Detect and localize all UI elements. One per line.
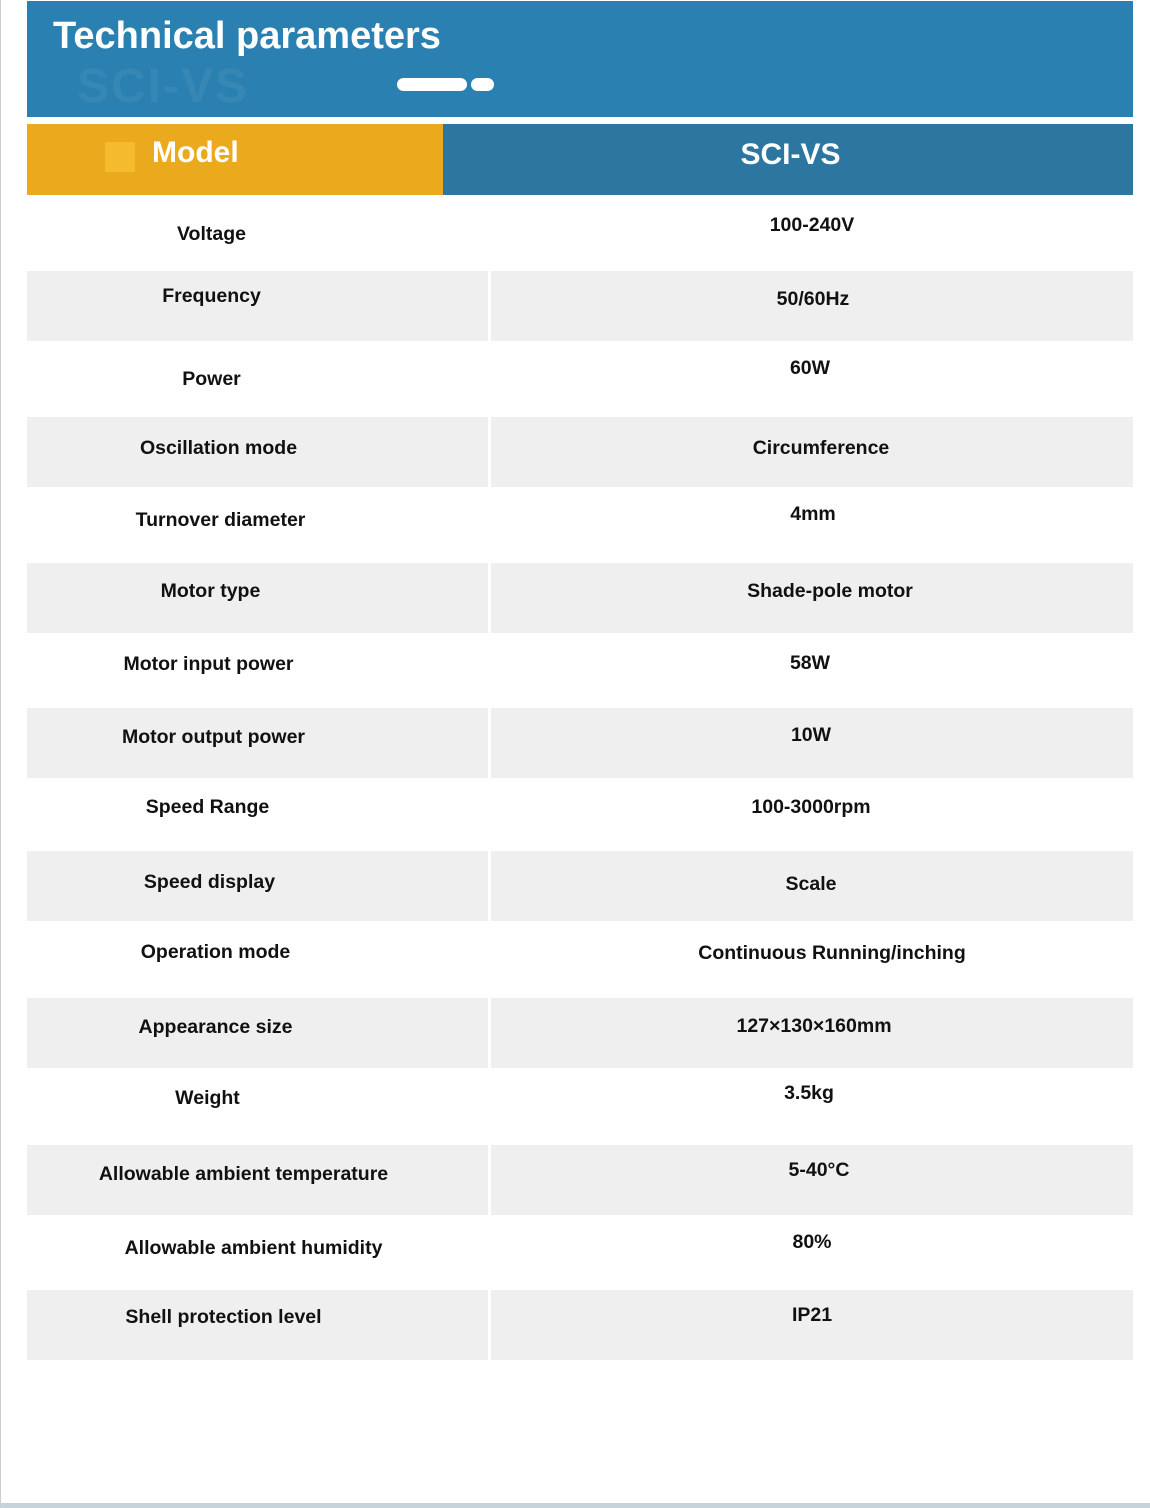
- spec-parameter-label: Motor output power: [121, 726, 306, 748]
- spec-value: Circumference: [752, 437, 890, 459]
- spec-value: 127×130×160mm: [736, 1015, 892, 1037]
- spec-row: [27, 998, 1133, 1068]
- spec-row: [27, 851, 1133, 921]
- spec-value: Continuous Running/inching: [698, 942, 966, 964]
- spec-value-cell: [491, 563, 1133, 633]
- spec-value-cell: [491, 708, 1133, 778]
- spec-parameter-cell: [27, 195, 488, 271]
- spec-row: [27, 633, 1133, 708]
- spec-parameter-cell: [27, 1145, 488, 1215]
- spec-value-cell: [491, 633, 1133, 708]
- spec-value: 100-3000rpm: [751, 796, 871, 818]
- model-label: Model: [152, 136, 239, 169]
- spec-value-cell: [491, 778, 1133, 851]
- bottom-divider: [1, 1503, 1150, 1508]
- spec-row: [27, 563, 1133, 633]
- spec-value-cell: [491, 195, 1133, 271]
- model-value: SCI-VS: [740, 138, 841, 171]
- spec-value-cell: [491, 341, 1133, 417]
- spec-value-cell: [491, 271, 1133, 341]
- spec-value: IP21: [791, 1304, 833, 1326]
- spec-value: 100-240V: [769, 214, 855, 236]
- spec-value-cell: [491, 1215, 1133, 1290]
- model-value-header-cell: [443, 124, 1133, 195]
- spec-parameter-cell: [27, 708, 488, 778]
- spec-value: 60W: [789, 357, 831, 379]
- spec-value-cell: [491, 851, 1133, 921]
- decorative-pill-long: [397, 78, 467, 91]
- spec-value: Scale: [785, 873, 837, 895]
- spec-row: [27, 417, 1133, 487]
- spec-value-cell: [491, 1068, 1133, 1145]
- spec-row: [27, 1215, 1133, 1290]
- spec-parameter-label: Motor input power: [123, 653, 294, 675]
- header-banner: [27, 1, 1133, 117]
- spec-value-cell: [491, 1145, 1133, 1215]
- spec-parameter-label: Speed Range: [145, 796, 270, 818]
- spec-value: 5-40°C: [788, 1159, 850, 1181]
- spec-row: [27, 708, 1133, 778]
- spec-parameter-cell: [27, 341, 488, 417]
- spec-parameter-cell: [27, 1290, 488, 1360]
- spec-parameter-label: Shell protection level: [125, 1306, 322, 1328]
- spec-row: [27, 1145, 1133, 1215]
- spec-parameter-cell: [27, 778, 488, 851]
- spec-parameter-cell: [27, 563, 488, 633]
- spec-row: [27, 271, 1133, 341]
- spec-row: [27, 341, 1133, 417]
- spec-value: 80%: [792, 1231, 832, 1253]
- spec-row: [27, 1290, 1133, 1360]
- spec-parameter-label: Power: [182, 368, 241, 390]
- spec-table: [27, 195, 1133, 1360]
- spec-value-cell: [491, 487, 1133, 563]
- spec-value-cell: [491, 417, 1133, 487]
- spec-parameter-label: Turnover diameter: [135, 509, 306, 531]
- spec-parameter-label: Oscillation mode: [139, 437, 298, 459]
- spec-parameter-cell: [27, 271, 488, 341]
- model-header-cell: [27, 124, 443, 195]
- spec-parameter-label: Appearance size: [138, 1016, 293, 1038]
- header-watermark: SCI-VS: [77, 60, 250, 113]
- spec-value: 50/60Hz: [776, 288, 850, 310]
- spec-parameter-cell: [27, 487, 488, 563]
- page-title: Technical parameters: [53, 15, 441, 57]
- spec-parameter-label: Voltage: [177, 223, 246, 245]
- spec-row: [27, 195, 1133, 271]
- spec-parameter-cell: [27, 1068, 488, 1145]
- spec-value: 3.5kg: [784, 1082, 834, 1104]
- spec-row: [27, 1068, 1133, 1145]
- spec-parameter-cell: [27, 417, 488, 487]
- spec-value: 10W: [790, 724, 832, 746]
- spec-parameter-cell: [27, 921, 488, 998]
- spec-parameter-label: Speed display: [143, 871, 276, 893]
- spec-parameter-label: Allowable ambient temperature: [98, 1163, 389, 1185]
- spec-parameter-cell: [27, 1215, 488, 1290]
- spec-value-cell: [491, 921, 1133, 998]
- spec-parameter-cell: [27, 633, 488, 708]
- spec-parameter-label: Motor type: [160, 580, 261, 602]
- spec-row: [27, 487, 1133, 563]
- spec-parameter-label: Weight: [175, 1087, 240, 1109]
- model-square-icon: [105, 142, 135, 172]
- spec-value: Shade-pole motor: [747, 580, 913, 602]
- spec-parameter-label: Operation mode: [140, 941, 291, 963]
- spec-value: 4mm: [790, 503, 836, 525]
- decorative-pill-short: [471, 78, 494, 91]
- spec-parameter-cell: [27, 998, 488, 1068]
- spec-value: 58W: [789, 652, 831, 674]
- spec-value-cell: [491, 998, 1133, 1068]
- spec-parameter-label: Allowable ambient humidity: [124, 1237, 383, 1259]
- spec-parameter-cell: [27, 851, 488, 921]
- spec-row: [27, 778, 1133, 851]
- spec-row: [27, 921, 1133, 998]
- spec-value-cell: [491, 1290, 1133, 1360]
- spec-parameter-label: Frequency: [162, 285, 261, 307]
